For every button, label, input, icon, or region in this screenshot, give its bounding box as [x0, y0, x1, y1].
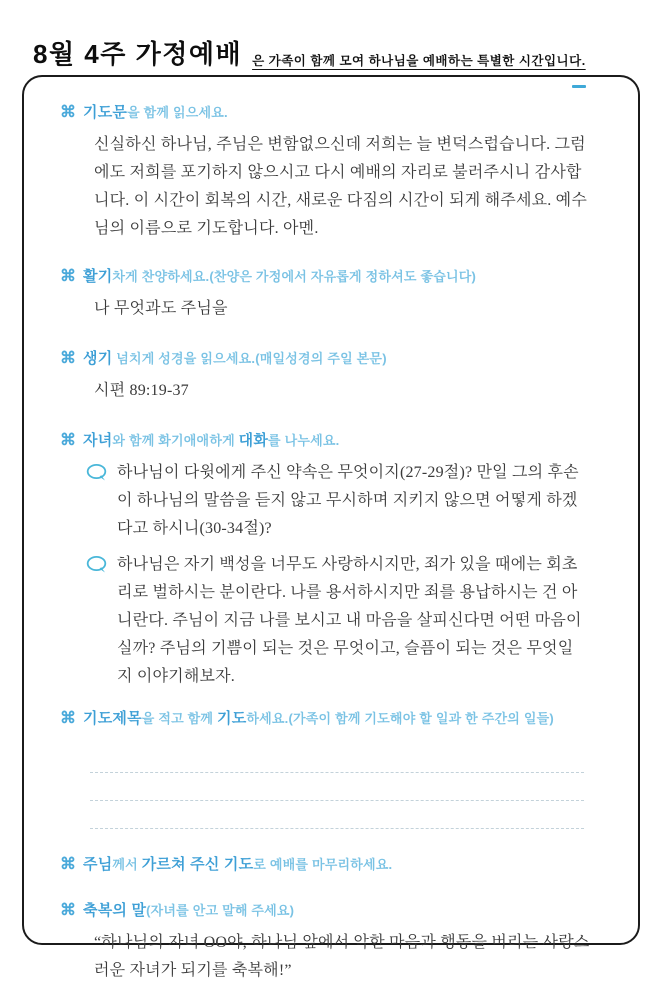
section-title [83, 431, 339, 451]
section-title-part: 를 나누세요. [268, 433, 340, 448]
speech-bubble-icon-wrap [86, 464, 109, 488]
section-body [60, 377, 608, 405]
section-body [60, 745, 608, 829]
section-title-part: 와 함께 화기애애하게 [112, 433, 239, 448]
section-header [60, 267, 608, 287]
worship-guide-box [22, 75, 640, 979]
section-title [83, 267, 476, 287]
page-title [33, 34, 586, 71]
blue-dash-mark [572, 85, 586, 88]
question-row [86, 459, 608, 543]
write-line [90, 801, 584, 829]
command-flower-icon: ⌘ [60, 350, 76, 367]
section-header [60, 431, 608, 451]
speech-bubble-icon-wrap [86, 556, 109, 580]
section-title-part: 축복의 말 [83, 902, 147, 919]
section-lords-prayer [60, 855, 608, 875]
write-line [90, 773, 584, 801]
section-title-part: 가르쳐 주신 기도 [141, 856, 254, 873]
section-title-part: 대화 [238, 432, 269, 449]
section-text: “하나님의 자녀 OO야, 하나님 앞에서 악한 마음과 행동을 버리는 사랑스러운 자녀가 되기를 축복해!” [94, 934, 590, 979]
command-flower-icon: ⌘ [60, 856, 76, 873]
section-title-part: 넘치게 성경을 읽으세요.(매일성경의 주일 본문) [112, 351, 387, 366]
speech-bubble-icon [86, 464, 109, 483]
section-prayer-topics [60, 709, 608, 829]
command-flower-icon: ⌘ [60, 902, 76, 919]
command-flower-icon: ⌘ [60, 104, 76, 121]
question-text: 하나님이 다윗에게 주신 약속은 무엇이지(27-29절)? 만일 그의 후손이 하나님의 말씀을 듣지 않고 무시하며 지키지 않으면 어떻게 하겠다고 하시니(30-34절)? [117, 464, 579, 537]
section-title-part: 활기 [83, 268, 113, 285]
command-flower-icon: ⌘ [60, 268, 76, 285]
section-prayer-reading [60, 103, 608, 243]
section-praise [60, 267, 608, 323]
section-title-part: (자녀를 안고 말해 주세요) [146, 903, 295, 918]
section-title-part: 차게 찬양하세요.(찬양은 가정에서 자유롭게 정하셔도 좋습니다) [112, 269, 477, 284]
section-title-part: 로 예배를 마무리하세요. [253, 857, 393, 872]
section-title-part: 생기 [83, 350, 113, 367]
section-title [83, 709, 554, 729]
section-header [60, 709, 608, 729]
page-title-main: 8월 4주 가정예배 [33, 39, 243, 69]
section-title-part: 께서 [112, 857, 142, 872]
section-title-part: 하세요.(가족이 함께 기도해야 할 일과 한 주간의 일들) [246, 711, 554, 726]
sections-container [60, 103, 608, 985]
section-title-part: 을 함께 읽으세요. [127, 105, 228, 120]
write-line [90, 745, 584, 773]
section-title [83, 103, 228, 123]
section-body [60, 929, 608, 985]
page-title-subtitle: 은 가족이 함께 모여 하나님을 예배하는 특별한 시간입니다. [252, 54, 586, 68]
section-blessing [60, 901, 608, 985]
section-header [60, 855, 608, 875]
section-title-part: 기도제목 [83, 710, 142, 727]
section-title-part: 을 적고 함께 [141, 711, 217, 726]
section-header [60, 349, 608, 369]
speech-bubble-icon [86, 556, 109, 575]
section-title [83, 855, 392, 875]
section-header [60, 901, 608, 921]
question-row [86, 551, 608, 691]
prayer-topics-write-area [90, 745, 584, 829]
section-title [83, 349, 387, 369]
section-title [83, 901, 294, 921]
section-title-part: 자녀 [83, 432, 113, 449]
section-text: 신실하신 하나님, 주님은 변함없으신데 저희는 늘 변덕스럽습니다. 그럼에도 저희를 포기하지 않으시고 다시 예배의 자리로 불러주시니 감사합니다. 이 시간이 회복의 시간, 새로운 다짐의 시간이 되게 해주세요. 예수님의 이름으로 기도합니다. 아멘. [94, 136, 587, 237]
section-body [60, 131, 608, 243]
section-body [60, 459, 608, 691]
command-flower-icon: ⌘ [60, 432, 76, 449]
section-conversation [60, 431, 608, 691]
section-title-part: 기도문 [83, 104, 128, 121]
section-body [60, 295, 608, 323]
section-text: 나 무엇과도 주님을 [94, 300, 228, 317]
section-title-part: 기도 [217, 710, 247, 727]
section-text: 시편 89:19-37 [94, 382, 189, 399]
section-header [60, 103, 608, 123]
section-scripture [60, 349, 608, 405]
question-text: 하나님은 자기 백성을 너무도 사랑하시지만, 죄가 있을 때에는 회초리로 벌하시는 분이란다. 나를 용서하시지만 죄를 용납하시는 건 아니란다. 주님이 지금 나를 보시고 내 마음을 살피신다면 어떤 마음이실까? 주님의 기쁨이 되는 것은 무엇이고, 슬픔이 되는 것은 무엇일지 이야기해보자. [117, 556, 582, 685]
command-flower-icon: ⌘ [60, 710, 76, 727]
section-title-part: 주님 [83, 856, 113, 873]
